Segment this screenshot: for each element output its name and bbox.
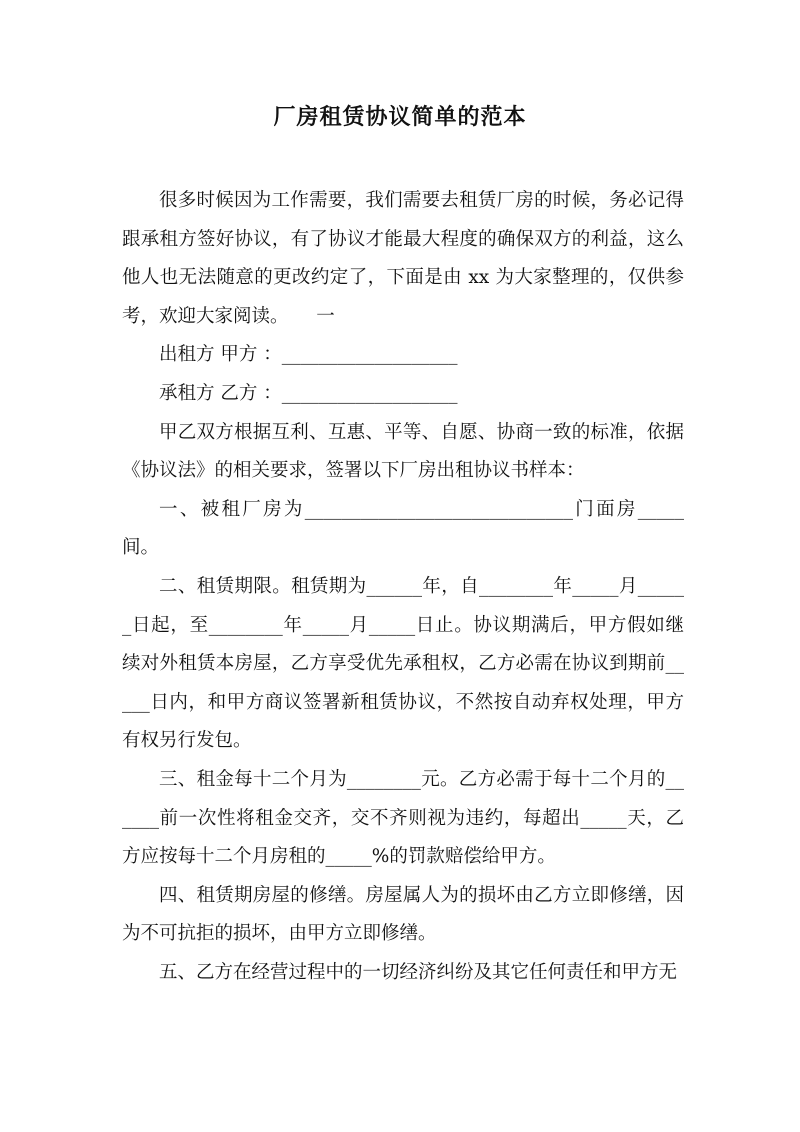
paragraph-intro: 很多时候因为工作需要，我们需要去租赁厂房的时候，务必记得跟承租方签好协议，有了协议才能最大程度的确保双方的利益，这么他人也无法随意的更改约定了，下面是由 xx 为大家整理的，仅供参考，欢迎大家阅读。 一	[122, 190, 684, 327]
document-body	[122, 182, 684, 992]
clause-5: 五、乙方在经营过程中的一切经济纠纷及其它任何责任和甲方无	[159, 961, 678, 983]
clause-2: 二、租赁期限。租赁期为______年，自________年_____月______日起，至________年_____月_____日止。协议期满后，甲方假如继续对外租赁本房屋，乙方享受优先承租权，乙方必需在协议到期前_____日内，和甲方商议签署新租赁协议，不然按自动弃权处理，甲方有权另行发包。	[122, 575, 684, 752]
paragraph-lessee: 承租方 乙方 ：___________________	[159, 382, 458, 404]
clause-3: 三、租金每十二个月为________元。乙方必需于每十二个月的______前一次性将租金交齐，交不齐则视为违约，每超出_____天，乙方应按每十二个月房租的_____%的罚款赔偿给甲方。	[122, 768, 684, 868]
clause-1: 一、被租厂房为_____________________________门面房_____间。	[122, 498, 684, 559]
paragraph-lessor: 出租方 甲方 ：___________________	[159, 344, 458, 366]
paragraph-basis: 甲乙双方根据互利、互惠、平等、自愿、协商一致的标准，依据《协议法》的相关要求，签署以下厂房出租协议书样本：	[122, 421, 684, 482]
clause-4: 四、租赁期房屋的修缮。房屋属人为的损坏由乙方立即修缮，因为不可抗拒的损坏，由甲方立即修缮。	[122, 884, 684, 945]
document-title: 厂房租赁协议简单的范本	[273, 104, 527, 130]
